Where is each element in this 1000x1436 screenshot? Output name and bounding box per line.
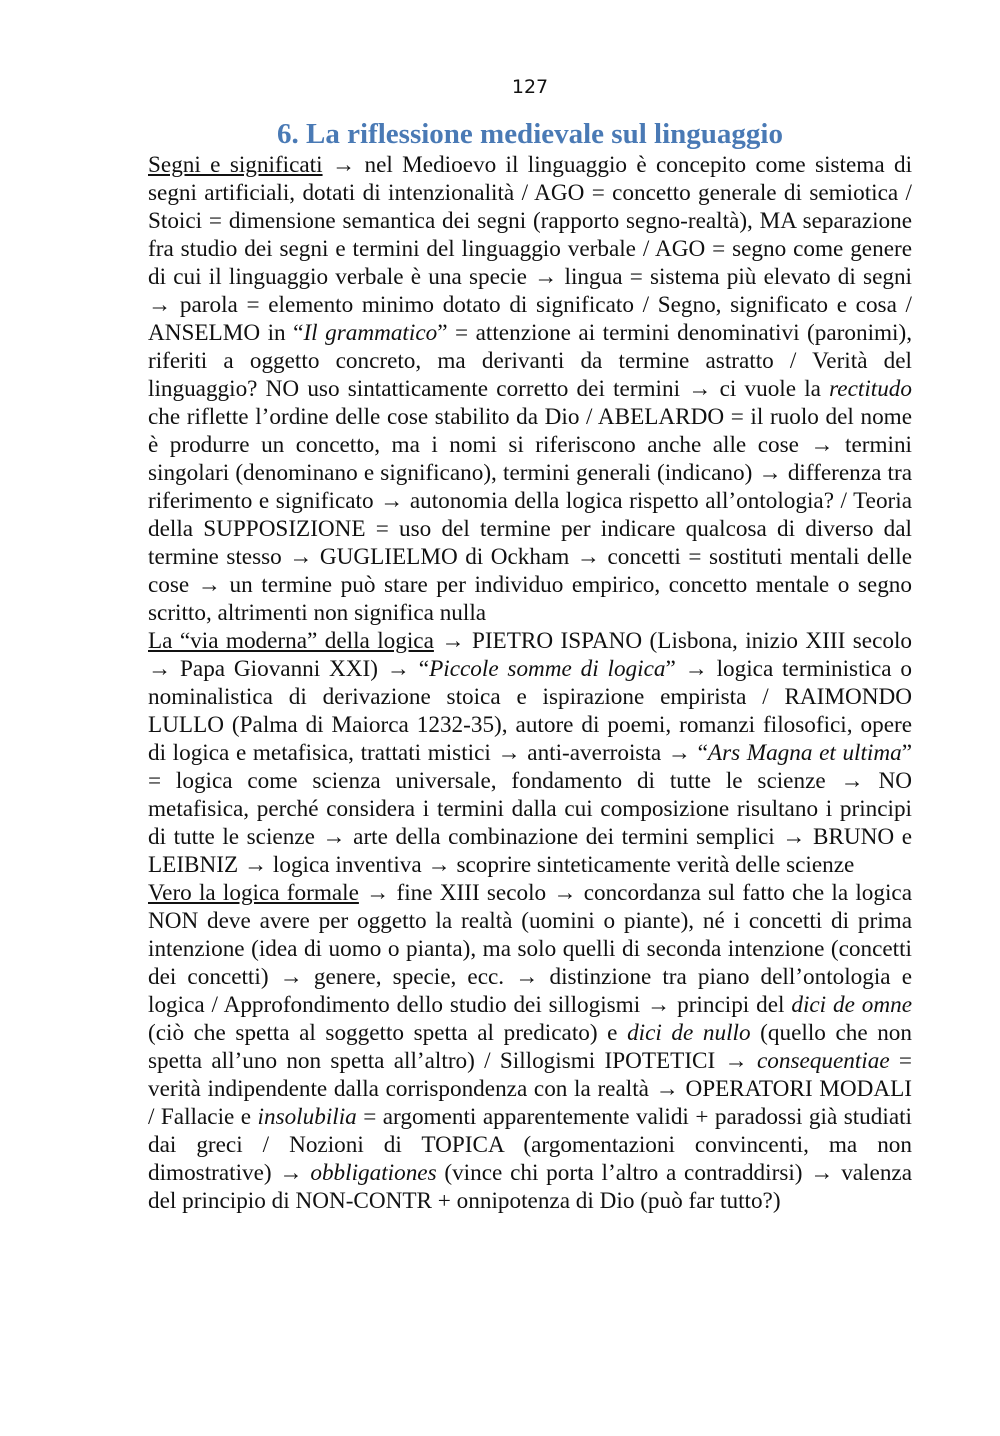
italic-text: Ars Magna et ultima [707,740,902,766]
body-text-run: (vince chi porta l’altro a contraddirsi) → valenza del principio di NON-CONTR + onnipotenza di Dio (può far tutto?) [148,1160,913,1214]
italic-text: dici de nullo [627,1020,751,1046]
paragraph-via-moderna [148,627,912,879]
paragraph-heading: La “via moderna” della logica [148,628,434,654]
body-text-run: = verità indipendente dalla corrispondenza con la realtà → OPERATORI MODALI / Fallacie e [148,1048,912,1130]
paragraph-heading: Segni e significati [148,152,323,178]
body-text-run: ” = logica come scienza universale, fondamento di tutte le scienze → NO metafisica, perché considera i termini dalla cui composizione risultano i principi di tutte le scienze → arte della combinazione dei termini semplici → BRUNO e LEIBNIZ → logica inventiva → scoprire sinteticamente verità delle scienze [148,740,912,878]
italic-text: Piccole somme di logica [429,656,666,682]
body-text [148,151,912,1215]
body-text-run: → nel Medioevo il linguaggio è concepito come sistema di segni artificiali, dotati di intenzionalità / AGO = concetto generale di semiotica / Stoici = dimensione semantica dei segni (rapporto segno-realtà), MA separazione fra studio dei segni e termini del linguaggio verbale / AGO = segno come genere di cui il linguaggio verbale è una specie → lingua = sistema più elevato di segni → parola = elemento minimo dotato di significato / Segno, significato e cosa / ANSELMO in “ [148,152,913,346]
italic-text: rectitudo [829,376,912,402]
body-text-run: = argomenti apparentemente validi + paradossi già studiati dai greci / Nozioni di TOPICA (argomentazioni convincenti, ma non dimostrative) → [148,1104,912,1186]
body-text-run: → fine XIII secolo → concordanza sul fatto che la logica NON deve avere per oggetto la realtà (uomini o piante), né i concetti di prima intenzione (idea di uomo o pianta), ma solo quelli di seconda intenzione (concetti dei concetti) → genere, specie, ecc. → distinzione tra piano dell’ontologia e logica / Approfondimento dello studio dei sillogismi → principi del [148,880,913,1018]
body-text-run: che riflette l’ordine delle cose stabilito da Dio / ABELARDO = il ruolo del nome è produrre un concetto, ma i nomi si riferiscono anche alle cose → termini singolari (denominano e significano), termini generali (indicano) → differenza tra riferimento e significato → autonomia della logica rispetto all’ontologia? / Teoria della SUPPOSIZIONE = uso del termine per indicare qualcosa di diverso dal termine stesso → GUGLIELMO di Ockham → concetti = sostituti mentali delle cose → un termine può stare per individuo empirico, concetto mentale o segno scritto, altrimenti non significa nulla [148,404,912,626]
italic-text: obbligationes [310,1160,437,1186]
italic-text: Il grammatico [303,320,438,346]
body-text-run: ” → logica terministica o nominalistica di derivazione stoica e ispirazione empirista / RAIMONDO LULLO (Palma di Maiorca 1232-35), autore di poemi, romanzi filosofici, opere di logica e metafisica, trattati mistici → anti-averroista → “ [148,656,912,766]
body-text-run: ” = attenzione ai termini denominativi (paronimi), riferiti a oggetto concreto, ma derivanti da termine astratto / Verità del linguaggio? NO uso sintatticamente corretto dei termini → ci vuole la [148,320,913,402]
italic-text: insolubilia [257,1104,357,1130]
page-number: 127 [511,76,549,98]
body-text-run: → PIETRO ISPANO (Lisbona, inizio XIII secolo → Papa Giovanni XXI) → “ [148,628,912,682]
body-text-run: (quello che non spetta all’uno non spetta all’altro) / Sillogismi IPOTETICI → [148,1020,912,1074]
body-text-run: (ciò che spetta al soggetto spetta al predicato) e [148,1020,628,1046]
chapter-title: 6. La riflessione medievale sul linguaggio [277,118,783,150]
italic-text: dici de omne [791,992,912,1018]
paragraph-segni-e-significati [148,151,912,627]
paragraph-logica-formale [148,879,912,1215]
paragraph-heading: Vero la logica formale [148,880,359,906]
italic-text: consequentiae [757,1048,890,1074]
